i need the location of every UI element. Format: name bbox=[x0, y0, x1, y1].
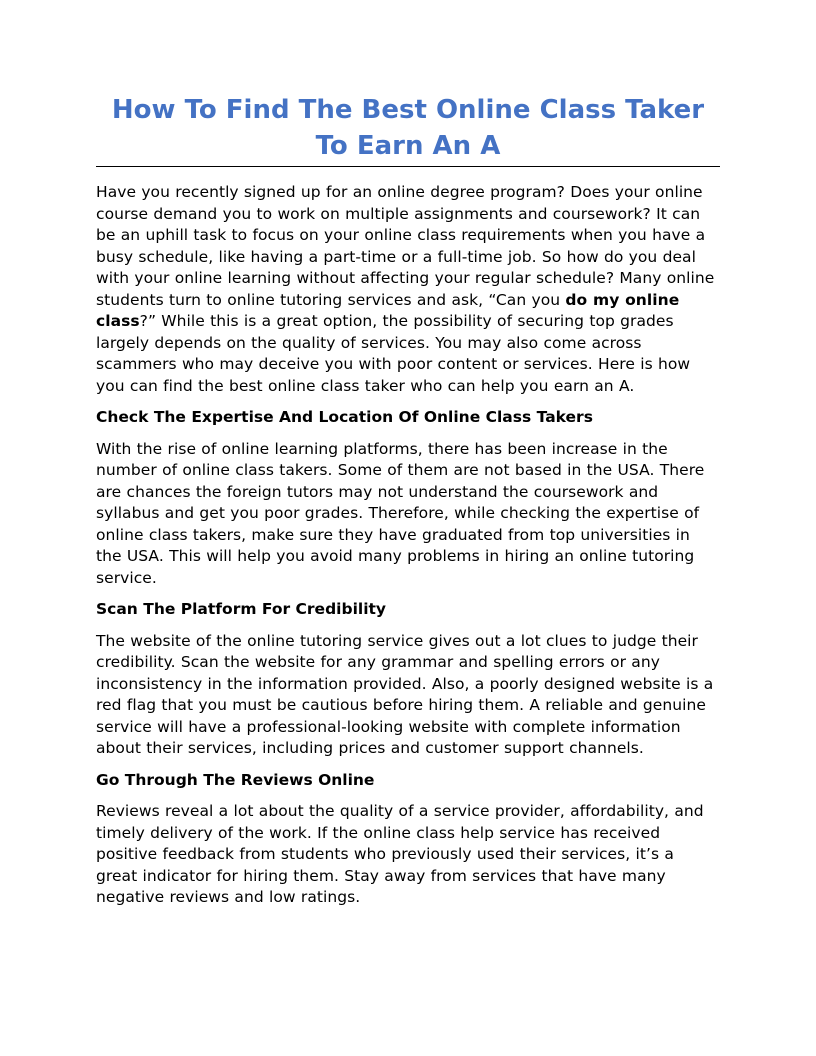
document-title bbox=[96, 92, 720, 167]
title-line-2: To Earn An A bbox=[315, 131, 501, 161]
section-body-expertise: With the rise of online learning platforms, there has been increase in the number of online class takers. Some of them are not based in the USA. There are chances the foreign tutors may not understand the coursework and syllabus and get you poor grades. Therefore, while checking the expertise of online class takers, make sure they have graduated from top universities in the USA. This will help you avoid many problems in hiring an online tutoring service. bbox=[96, 439, 705, 587]
intro-text-start: Have you recently signed up for an online degree program? Does your online course demand you to work on multiple assignments and coursework? It can be an uphill task to focus on your online class requirements when you have a busy schedule, like having a part-time or a full-time job. So how do you deal with your online learning without affecting your regular schedule? Many online students turn to online tutoring services and ask, “Can you bbox=[96, 183, 715, 309]
section-heading-reviews: Go Through The Reviews Online bbox=[96, 770, 375, 789]
intro-bold-phrase: do my online class bbox=[96, 290, 680, 330]
intro-paragraph bbox=[96, 182, 720, 397]
section-body-credibility: The website of the online tutoring service gives out a lot clues to judge their credibility. Scan the website for any grammar and spelling errors or any inconsistency in the information provided. Also, a poorly designed website is a red flag that you must be cautious before hiring them. A reliable and genuine service will have a professional-looking website with complete information about their services, including prices and customer support channels. bbox=[96, 631, 714, 757]
document-page bbox=[96, 92, 720, 909]
section-heading-credibility: Scan The Platform For Credibility bbox=[96, 600, 387, 618]
title-line-1: How To Find The Best Online Class Taker bbox=[111, 95, 705, 125]
intro-text-end: ?” While this is a great option, the possibility of securing top grades largely depends on the quality of services. You may also come across scammers who may deceive you with poor content or services. Here is how you can find the best online class taker who can help you earn an A. bbox=[96, 312, 691, 395]
section-body-reviews: Reviews reveal a lot about the quality of a service provider, affordability, and timely delivery of the work. If the online class help service has received positive feedback from students who previously used their services, it’s a great indicator for hiring them. Stay away from services that have many negative reviews and low ratings. bbox=[96, 802, 704, 906]
section-heading-expertise: Check The Expertise And Location Of Online Class Takers bbox=[96, 408, 593, 426]
